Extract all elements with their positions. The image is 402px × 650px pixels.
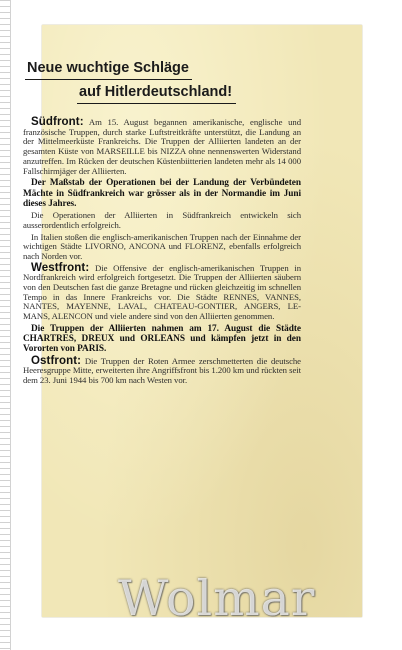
front-label-west: Westfront: [31, 261, 90, 274]
leaflet-headline [25, 58, 295, 104]
paragraph-paris: Die Truppen der Alliierten nahmen am 17. August die Städte CHARTRES, DREUX und ORLEANS und kämpfen jetzt in den Vororten von PARIS. [23, 323, 301, 355]
side-ruler [0, 0, 10, 650]
headline-line-1: Neue wuchtige Schläge [25, 58, 192, 80]
paragraph-westfront [23, 261, 301, 322]
leaflet-body [23, 118, 301, 388]
front-label-ost: Ostfront: [31, 354, 82, 367]
wolmar-watermark: Wolmar [118, 570, 316, 627]
paragraph-massstab: Der Maßstab der Operationen bei der Landung der Verbündeten Mächte in Südfrankreich war grösser als in der Normandie im Juni dieses Jahres. [23, 178, 301, 209]
ruler-edge-line [10, 0, 11, 650]
paragraph-ostfront [23, 354, 301, 386]
headline-line-2: auf Hitlerdeutschland! [77, 82, 236, 104]
paragraph-italien: In Italien stoßen die englisch-amerikanischen Truppen nach der Einnahme der wichtigen Städte LIVORNO, ANCONA und FLORENZ, ebenfalls erfolgreich nach Norden vor. [23, 231, 301, 261]
paragraph-text: Die Truppen der Roten Armee zerschmetterten die deutsche Heeresgruppe Mitte, erweiterten ihre Angriffsfront bis 1.200 km und rückten seit dem 23. Juni 1944 bis 700 km nach Westen vor. [23, 355, 301, 386]
paragraph-text: Die Offensive der englisch-amerikanischen Truppen in Nordfrankreich wird erfolgreich fortgesetzt. Die Truppen der Alliierten säubern von den Deutschen fast die ganze Bretagne und rücken gleichzeitig im schnellen Tempo in das Innere Frankreichs vor. Die Städte RENNES, VANNES, NANTES, MAYENNE, LAVAL, CHATEAU-GONTIER, ANGERS, LE-MANS, ALENCON und viele andere sind von den Alliierten genommen. [23, 262, 301, 322]
paragraph-operationen: Die Operationen der Alliierten in Südfrankreich entwickeln sich ausserordentlich erfolgreich. [23, 210, 301, 230]
paragraph-suedfront [23, 118, 301, 176]
front-label-sued: Südfront: [31, 116, 84, 128]
paragraph-text: Am 15. August begannen amerikanische, englische und französische Truppen, durch starke Luftstreitkräfte unterstützt, die Landung an der Mittelmeerküste Frankreichs. Die Truppen der Alliierten landeten an der gesamten Küste von MARSEILLE bis NIZZA ohne nennenswerten Widerstand anzutreffen. Im Rücken der deutschen Küstenbiitterien landeten mehr als 14 000 Fallschirmjäger der Alliierten. [23, 117, 301, 176]
